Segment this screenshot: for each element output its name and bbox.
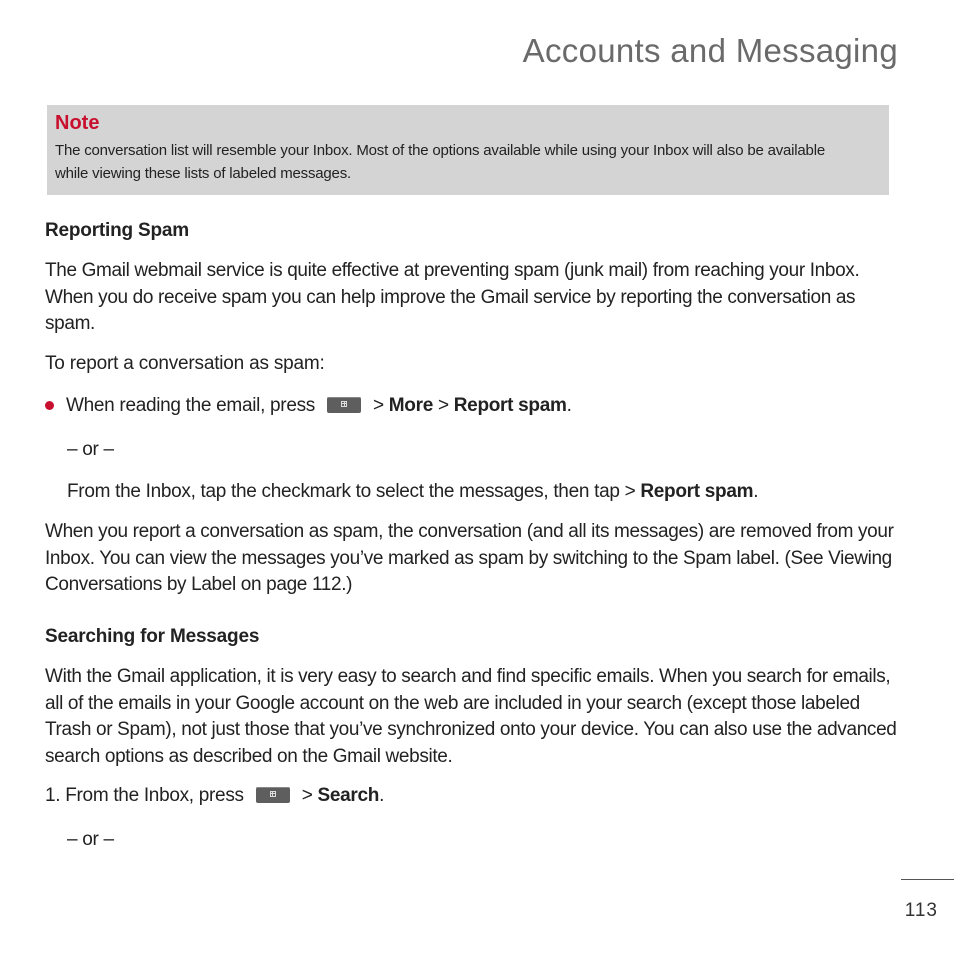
menu-key-icon (256, 787, 290, 803)
period: . (753, 481, 759, 502)
report-spam-subheading: To report a conversation as spam: (45, 353, 325, 374)
reporting-spam-heading: Reporting Spam (45, 220, 189, 241)
reporting-spam-paragraph: The Gmail webmail service is quite effective at preventing spam (junk mail) from reaching your Inbox. When you do receive spam you can help improve the Gmail service by reporting the conversation as spam. (45, 260, 860, 334)
period: . (566, 395, 572, 416)
or-separator-2: – or – (67, 829, 114, 850)
report-spam-result-paragraph: When you report a conversation as spam, the conversation (and all its messages) are removed from your Inbox. You can view the messages you’ve marked as spam by switching to the Spam label. (See Viewing Conversations by Label on page 112.) (45, 521, 894, 595)
separator: > (301, 785, 318, 806)
search-step-1-prefix: 1. From the Inbox, press (45, 785, 244, 806)
page-number: 113 (904, 900, 938, 921)
bullet-dot-icon (45, 401, 54, 410)
searching-paragraph: With the Gmail application, it is very easy to search and find specific emails. When you search for emails, all of the emails in your Google account on the web are included in your search (except those labeled Trash or Spam), not just those that you’ve synchronized onto your device. You can also use the advanced search options as described on the Gmail website. (45, 666, 897, 767)
note-heading: Note (55, 112, 100, 134)
separator: > (373, 395, 389, 416)
alt-step-prefix: From the Inbox, tap the checkmark to select the messages, then tap > (67, 481, 641, 502)
report-spam-label: Report spam (453, 395, 567, 416)
alt-report-spam-label: Report spam (640, 481, 754, 502)
note-box (47, 105, 889, 195)
period: . (379, 785, 385, 806)
footer-rule (901, 879, 954, 880)
bullet-step (45, 395, 572, 417)
search-label: Search (317, 785, 380, 806)
more-label: More (388, 395, 433, 416)
bullet-step-prefix: When reading the email, press (66, 395, 315, 416)
alt-step (67, 481, 758, 503)
searching-heading: Searching for Messages (45, 626, 260, 647)
menu-key-icon (327, 397, 361, 413)
note-text-line-2: while viewing these lists of labeled messages. (55, 165, 351, 182)
note-text-line-1: The conversation list will resemble your Inbox. Most of the options available while using your Inbox will also be available (55, 142, 825, 159)
or-separator-1: – or – (67, 439, 114, 460)
search-step-1 (45, 785, 384, 807)
page-header-title: Accounts and Messaging (522, 32, 898, 69)
separator: > (432, 395, 454, 416)
